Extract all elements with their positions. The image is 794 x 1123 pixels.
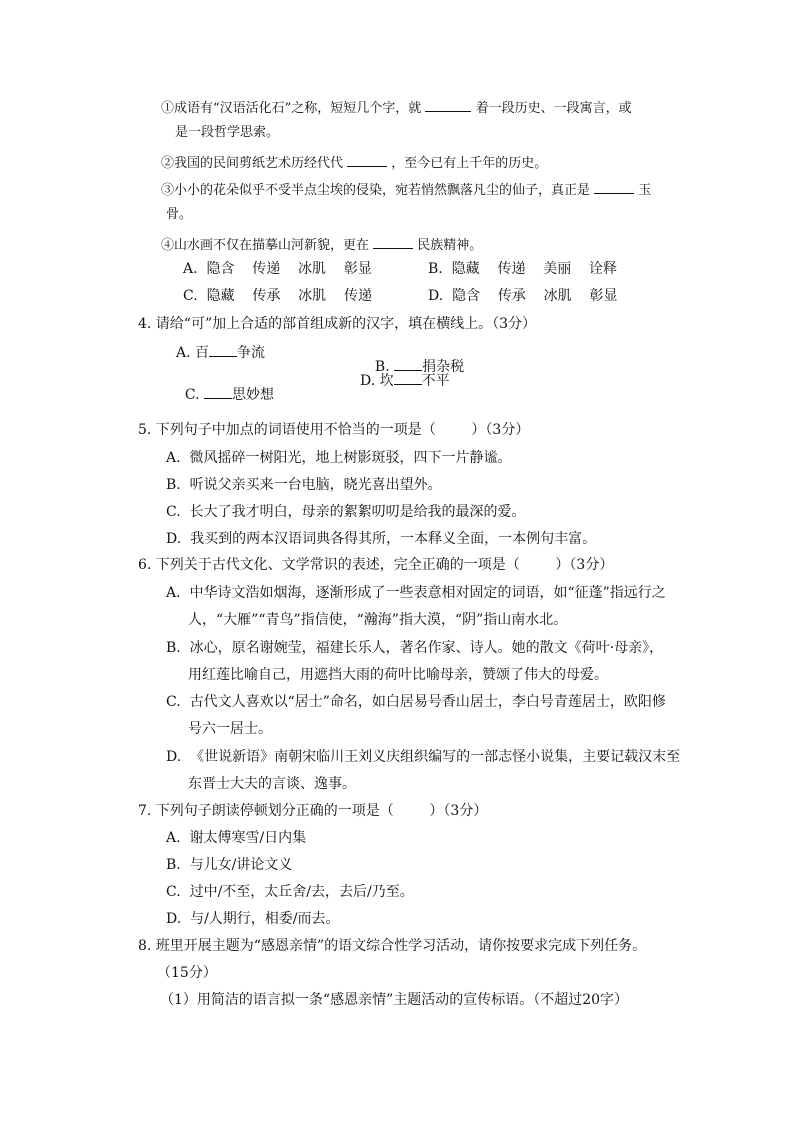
q7-stem: 7. 下列句子朗读停顿划分正确的一项是（ ）（3分） [138,803,488,819]
q7-option-b[interactable]: B. 与儿女/讲论文义 [166,857,293,873]
q7-option-a[interactable]: A. 谢太傅寒雪/日内集 [166,830,307,846]
q7-option-c[interactable]: C. 过中/不至，太丘舍/去，去后/乃至。 [166,884,414,900]
q3-option-c[interactable]: C. 隐藏 传承 冰肌 传递 [183,288,372,304]
q3-option-a[interactable]: A. 隐含 传递 冰肌 彰显 [183,261,372,277]
q4-option-a: A. 百 争流 [176,345,266,361]
answer-blank[interactable] [394,372,422,385]
q3-option-b[interactable]: B. 隐藏 传递 美丽 诠释 [428,261,618,277]
answer-blank[interactable] [373,236,413,249]
answer-blank[interactable] [425,99,471,112]
q7-option-d[interactable]: D. 与/人期行，相委/而去。 [166,911,340,927]
q6-option-c[interactable]: C. 古代文人喜欢以“居士”命名，如白居易号香山居士，李白号青莲居士，欧阳修 [166,694,666,710]
q8-score: （15分） [157,965,217,981]
q4-stem: 4. 请给“可”加上合适的部首组成新的汉字，填在横线上。（3分） [138,316,537,332]
q6-option-a-cont: 人，“大雁”“青鸟”指信使，“瀚海”指大漠，“阴”指山南水北。 [188,612,568,628]
q4-option-c: C. 思妙想 [184,387,275,403]
q6-option-b-cont: 用红莲比喻自己，用遮挡大雨的荷叶比喻母亲，赞颂了伟大的母爱。 [188,667,608,683]
q6-option-d[interactable]: D. 《世说新语》南朝宋临川王刘义庆组织编写的一部志怪小说集，主要记载汉末至 [166,749,681,765]
q3-option-d[interactable]: D. 隐含 传承 冰肌 彰显 [428,288,618,304]
q5-option-a[interactable]: A. 微风摇碎一树阳光，地上树影斑驳，四下一片静谧。 [166,450,512,466]
q3-item-3: ③小小的花朵似乎不受半点尘埃的侵染，宛若悄然飘落凡尘的仙子，真正是 玉 [161,183,652,198]
q5-option-c[interactable]: C. 长大了我才明白，母亲的絮絮叨叨是给我的最深的爱。 [166,504,526,520]
q5-stem: 5. 下列句子中加点的词语使用不恰当的一项是（ ）（3分） [138,422,530,438]
q3-item-3-cont: 骨。 [166,207,193,222]
q4-option-d: D. 坎 不平 [360,373,450,389]
answer-blank[interactable] [204,386,232,399]
q3-item-1: ①成语有“汉语活化石”之称，短短几个字，就 着一段历史、一段寓言，或 [161,101,632,116]
q6-option-b[interactable]: B. 冰心，原名谢婉莹，福建长乐人，著名作家、诗人。她的散文《荷叶·母亲》， [166,640,664,656]
q8-subquestion-1: （1）用简洁的语言拟一条“感恩亲情”主题活动的宣传标语。（不超过20字） [160,992,629,1008]
q3-item-2: ②我国的民间剪纸艺术历经代代 ，至今已有上千年的历史。 [161,156,548,171]
answer-blank[interactable] [347,154,387,167]
q3-item-1-cont: 是一段哲学思索。 [175,125,280,140]
q6-option-d-cont: 东晋士大夫的言谈、逸事。 [188,776,356,792]
q5-option-d[interactable]: D. 我买到的两本汉语词典各得其所，一本释义全面，一本例句丰富。 [166,531,597,547]
q8-stem: 8. 班里开展主题为“感恩亲情”的语文综合性学习活动，请你按要求完成下列任务。 [138,938,647,954]
answer-blank[interactable] [394,358,422,371]
q6-option-c-cont: 号六一居士。 [188,721,272,737]
answer-blank[interactable] [594,181,634,194]
q6-option-a[interactable]: A. 中华诗文浩如烟海，逐渐形成了一些表意相对固定的词语，如“征蓬”指远行之 [166,585,666,601]
q5-option-b[interactable]: B. 听说父亲买来一台电脑，晓光喜出望外。 [166,477,442,493]
q4-option-b: B. 捐杂税 [374,359,465,375]
answer-blank[interactable] [209,344,237,357]
q3-item-4: ④山水画不仅在描摹山河新貌，更在 民族精神。 [161,238,483,253]
q6-stem: 6. 下列关于古代文化、文学常识的表述，完全正确的一项是（ ）（3分） [138,557,614,573]
